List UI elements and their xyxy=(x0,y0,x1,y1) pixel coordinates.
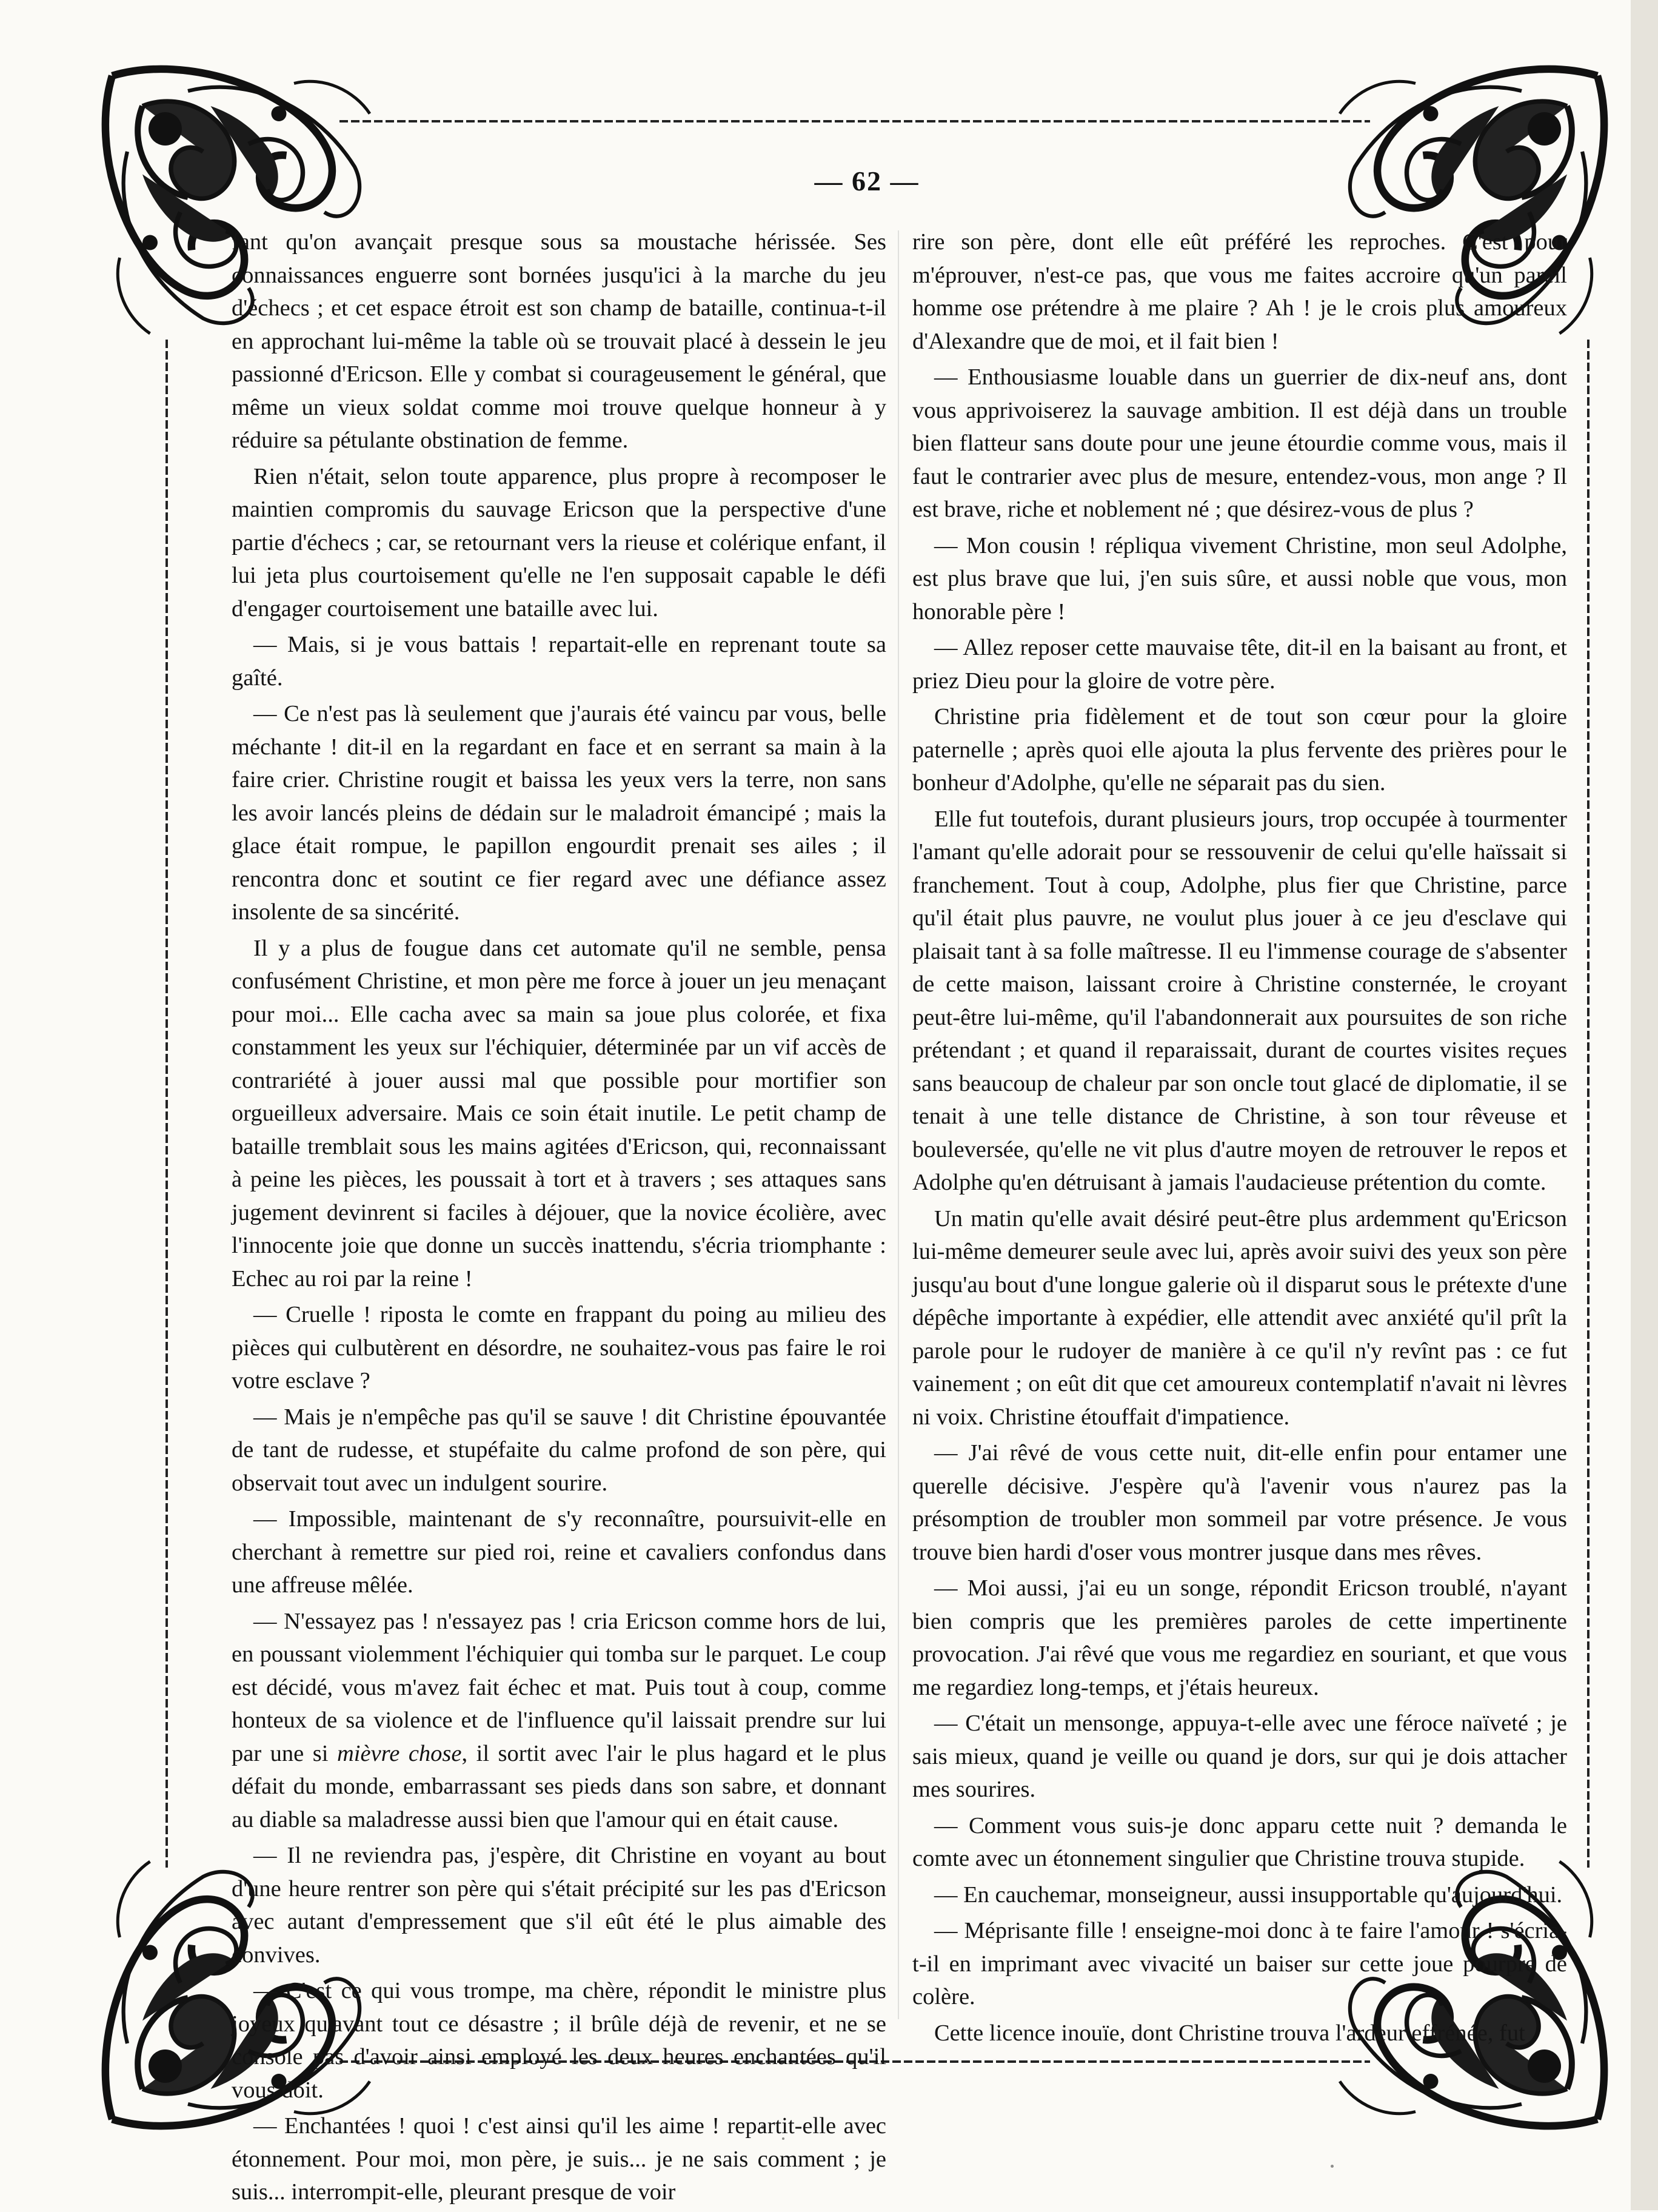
paragraph: — Méprisante fille ! enseigne-moi donc à te faire l'amour ! s'écria-t-il en imprimant avec vivacité un baiser sur cette joue pourpre de colère. xyxy=(912,1918,1567,2009)
paragraph: — Cruelle ! riposta le comte en frappant du poing au milieu des pièces qui culbutèrent en désordre, ne souhaitez-vous pas faire le roi votre esclave ? xyxy=(232,1302,886,1393)
paragraph: — Comment vous suis-je donc apparu cette nuit ? demanda le comte avec un étonnement singulier que Christine trouva stupide. xyxy=(912,1812,1567,1871)
paragraph: — Mon cousin ! répliqua vivement Christine, mon seul Adolphe, est plus brave que lui, j'en suis sûre, et aussi noble que vous, mon honorable père ! xyxy=(912,532,1567,625)
paragraph: — Mais je n'empêche pas qu'il se sauve ! dit Christine épouvantée de tant de rudesse, et stupéfaite du calme profond de son père, qui observait tout avec un indulgent sourire. xyxy=(232,1404,886,1496)
paragraph: — En cauchemar, monseigneur, aussi insupportable qu'aujourd'hui. xyxy=(934,1882,1563,1908)
paragraph: Rien n'était, selon toute apparence, plus propre à recomposer le maintien compromis du sauvage Ericson que la perspective d'une partie d'échecs ; car, se retournant vers la rieuse et colérique enfant, il lui jeta plus courtoisement qu'elle ne l'en supposait capable le défi d'engager courtoisement une bataille avec lui. xyxy=(232,463,886,622)
paragraph: fant qu'on avançait presque sous sa moustache hérissée. Ses connaissances enguerre sont bornées jusqu'ici à la marche du jeu d'échecs ; et cet espace étroit est son champ de bataille, continua-t-il en approchant lui-même la table où se trouvait placé à dessein le jeu passionné d'Ericson. Elle y combat si courageusement le général, que même un vieux soldat comme moi trouve quelque honneur à y réduire sa pétulante obstination de femme. xyxy=(232,229,886,453)
right-column xyxy=(912,226,1567,2053)
paragraph: Il y a plus de fougue dans cet automate qu'il ne semble, pensa confusément Christine, et mon père me force à jouer un jeu menaçant pour moi... Elle cacha avec sa main sa joue plus colorée, et fixa constamment les yeux sur l'échiquier, déterminée par un vif accès de contrariété à jouer aussi mal que possible pour mortifier son orgueilleux adversaire. Mais ce soin était inutile. Le petit champ de bataille tremblait sous les mains agitées d'Ericson, qui, reconnaissant à peine les pièces, les poussait à tort et à travers ; ses attaques sans jugement devinrent si faciles à déjouer, que la novice écolière, avec l'innocente joie que donne un succès inattendu, s'écria triomphante : Echec au roi par la reine ! xyxy=(232,935,886,1292)
paragraph: — Enchantées ! quoi ! c'est ainsi qu'il les aime ! repartit-elle avec étonnement. Pour moi, mon père, je suis... je ne sais comment ; je suis... interrompit-elle, pleurant presque de voir xyxy=(232,2113,886,2205)
paragraph: — Il ne reviendra pas, j'espère, dit Christine en voyant au bout d'une heure rentrer son père qui s'était précipité sur les pas d'Ericson avec autant d'empressement que s'il eût été le plus aimable des convives. xyxy=(232,1843,886,1968)
page-number: — 62 — xyxy=(814,166,920,196)
paragraph: Cette licence inouïe, dont Christine trouva l'ardeur effrénée, fut xyxy=(934,2020,1525,2046)
paragraph: — Ce n'est pas là seulement que j'aurais été vaincu par vous, belle méchante ! dit-il en la regardant en face et en serrant sa main à la faire crier. Christine rougit et baissa les yeux vers la terre, non sans les avoir lancés pleins de dédain sur le maladroit émancipé ; mais la glace était rompue, le papillon engourdit prenait ses ailes ; il rencontra donc et soutint ce fier regard avec une défiance assez insolente de sa sincérité. xyxy=(232,701,886,925)
paragraph: — Allez reposer cette mauvaise tête, dit-il en la baisant au front, et priez Dieu pour la gloire de votre père. xyxy=(912,635,1567,694)
paragraph-text: — N'essayez pas ! n'essayez pas ! cria Ericson comme hors de lui, en poussant violemment l'échiquier qui tomba sur le parquet. Le coup est décidé, vous m'avez fait échec et mat. Puis tout à coup, comme honteux de sa violence et de l'influence qu'il laissait prendre sur lui par une si xyxy=(232,1608,886,1766)
paragraph: — Mais, si je vous battais ! repartait-elle en reprenant toute sa gaîté. xyxy=(232,632,886,691)
ink-speck xyxy=(1331,2165,1334,2168)
paragraph: — Moi aussi, j'ai eu un songe, répondit Ericson troublé, n'ayant bien compris que les premières paroles de cette impertinente provocation. J'ai rêvé que vous me regardiez en souriant, et que vous me regardiez long-temps, et j'étais heureux. xyxy=(912,1575,1567,1700)
paragraph: — C'est ce qui vous trompe, ma chère, répondit le ministre plus joyeux qu'avant tout ce désastre ; il brûle déjà de revenir, et ne se console pas d'avoir ainsi employé les deux heures enchantées qu'il vous doit. xyxy=(232,1978,886,2103)
paragraph: — J'ai rêvé de vous cette nuit, dit-elle enfin pour entamer une querelle décisive. J'espère qu'à l'avenir vous n'aurez pas la présomption de troubler mon sommeil par votre présence. Je vous trouve bien hardi d'oser vous montrer jusque dans mes rêves. xyxy=(912,1440,1567,1565)
paragraph-text: , il sortit avec l'air le plus hagard et le plus défait du monde, embarrassant ses pieds dans son sabre, et donnant au diable sa maladresse aussi bien que l'amour qui en était cause. xyxy=(232,1740,887,1832)
paragraph: Christine pria fidèlement et de tout son cœur pour la gloire paternelle ; après quoi elle ajouta la plus fervente des prières pour le bonheur d'Adolphe, qu'elle ne séparait pas du sien. xyxy=(912,704,1567,796)
paragraph: rire son père, dont elle eût préféré les reproches. C'est pour m'éprouver, n'est-ce pas, que vous me faites accroire qu'un pareil homme ose prétendre à me plaire ? Ah ! je le crois plus amoureux d'Alexandre que de moi, et il fait bien ! xyxy=(912,229,1567,354)
italic-phrase: mièvre chose xyxy=(336,1740,462,1766)
paragraph: — Impossible, maintenant de s'y reconnaître, poursuivit-elle en cherchant à remettre sur pied roi, reine et cavaliers confondus dans une affreuse mêlée. xyxy=(232,1506,886,1598)
left-column xyxy=(232,226,886,2212)
paragraph: Elle fut toutefois, durant plusieurs jours, trop occupée à tourmenter l'amant qu'elle adorait pour se ressouvenir de celui qu'elle haïssait si franchement. Tout à coup, Adolphe, plus fier que Christine, parce qu'il était plus pauvre, ne voulut plus jouer à ce jeu d'esclave qui plaisait tant à sa folle maîtresse. Il eu l'immense courage de s'absenter de cette maison, laissant croire à Christine consternée, le croyant peut-être lui-même, qu'il l'abandonnerait aux poursuites de son riche prétendant ; et quand il reparaissait, durant de courtes visites reçues sans beaucoup de chaleur par son oncle tout glacé de diplomatie, il se tenait à une telle distance de Christine, à son tour rêveuse et bouleversée, qu'elle ne vit plus d'autre moyen de retrouver le repos et Adolphe qu'en détruisant à jamais l'audacieuse prétention du comte. xyxy=(912,806,1567,1195)
paragraph: — Enthousiasme louable dans un guerrier de dix-neuf ans, dont vous apprivoiserez la sauvage ambition. Il est déjà dans un trouble bien flatteur sans doute pour une jeune étourdie comme vous, mais il faut le contrarier avec plus de mesure, entendez-vous, mon ange ? Il est brave, riche et noblement né ; que désirez-vous de plus ? xyxy=(912,364,1567,522)
paragraph: — C'était un mensonge, appuya-t-elle avec une féroce naïveté ; je sais mieux, quand je veille ou quand je dors, sur qui je dois attacher mes sourires. xyxy=(912,1711,1567,1802)
paragraph: Un matin qu'elle avait désiré peut-être plus ardemment qu'Ericson lui-même demeurer seule avec lui, après avoir suivi des yeux son père jusqu'au bout d'une longue galerie où il disparut sous le prétexte d'une dépêche importante à expédier, elle attendit avec anxiété qu'il prît la parole pour le rudoyer de manière à ce qu'il n'y revînt pas : ce fut vainement ; on eût dit que cet amoureux contemplatif n'avait ni lèvres ni voix. Christine étouffait d'impatience. xyxy=(912,1205,1567,1430)
paragraph xyxy=(232,1605,886,1837)
